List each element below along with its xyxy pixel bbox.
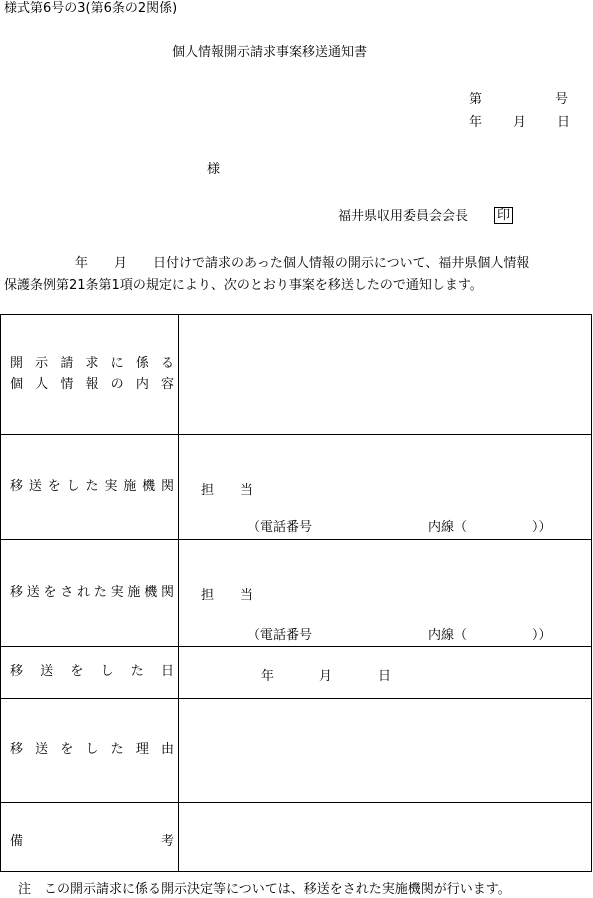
addressee-suffix: 様 (207, 162, 221, 177)
doc-number-suffix: 号 (555, 92, 569, 107)
footnote: 注 この開示請求に係る開示決定等については、移送をされた実施機関が行います。 (18, 882, 511, 897)
tanto-label: 担 当 (201, 588, 254, 603)
value-cell-transferring[interactable] (179, 435, 592, 540)
doc-date-year: 年 (469, 115, 483, 130)
label-content-line2: 個人情報の内容 (10, 376, 174, 392)
sender-name: 福井県収用委員会会長 (338, 209, 469, 224)
doc-number-prefix: 第 (469, 92, 483, 107)
tanto-label: 担 当 (201, 483, 254, 498)
value-cell-date[interactable] (179, 647, 592, 699)
form-number: 様式第6号の3(第6条の2関係) (4, 1, 178, 16)
label-cell-remarks (1, 803, 179, 872)
label-remarks-right: 考 (161, 834, 175, 849)
phone-label: （電話番号 (247, 628, 313, 643)
date-day: 日 (378, 669, 392, 684)
row-transfer-date (1, 647, 592, 699)
doc-date-day: 日 (557, 115, 571, 130)
label-cell-receiving (1, 540, 179, 647)
date-year: 年 (261, 669, 275, 684)
label-date: 移送をした日 (10, 664, 174, 680)
body-line-2: 保護条例第21条第1項の規定により、次のとおり事案を移送したので通知します。 (4, 278, 483, 293)
value-cell-receiving[interactable] (179, 540, 592, 647)
row-transfer-reason (1, 699, 592, 803)
label-remarks-left: 備 (10, 834, 24, 849)
label-cell-reason (1, 699, 179, 803)
label-cell-date (1, 647, 179, 699)
seal-label: 印 (494, 207, 513, 224)
page-title: 個人情報開示請求事案移送通知書 (172, 45, 368, 60)
notification-table (0, 314, 592, 872)
label-cell-transferring (1, 435, 179, 540)
value-cell-remarks[interactable] (179, 803, 592, 872)
date-month: 月 (319, 669, 333, 684)
label-content-line1: 開示請求に係る (10, 356, 174, 372)
extension-label: 内線（ ）） (428, 628, 552, 643)
seal-mark (494, 207, 513, 224)
label-transferring: 移送をした実施機関 (10, 478, 174, 494)
label-cell-content (1, 315, 179, 435)
row-request-content (1, 315, 592, 435)
row-receiving-agency (1, 540, 592, 647)
label-reason: 移送をした理由 (10, 742, 174, 758)
extension-label: 内線（ ）） (428, 520, 552, 535)
doc-date-month: 月 (513, 115, 527, 130)
label-receiving: 移送をされた実施機関 (10, 584, 174, 600)
value-cell-reason[interactable] (179, 699, 592, 803)
value-cell-content[interactable] (179, 315, 592, 435)
row-remarks (1, 803, 592, 872)
body-line-1: 年 月 日付けで請求のあった個人情報の開示について、福井県個人情報 (75, 256, 530, 271)
row-transferring-agency (1, 435, 592, 540)
phone-label: （電話番号 (247, 520, 313, 535)
